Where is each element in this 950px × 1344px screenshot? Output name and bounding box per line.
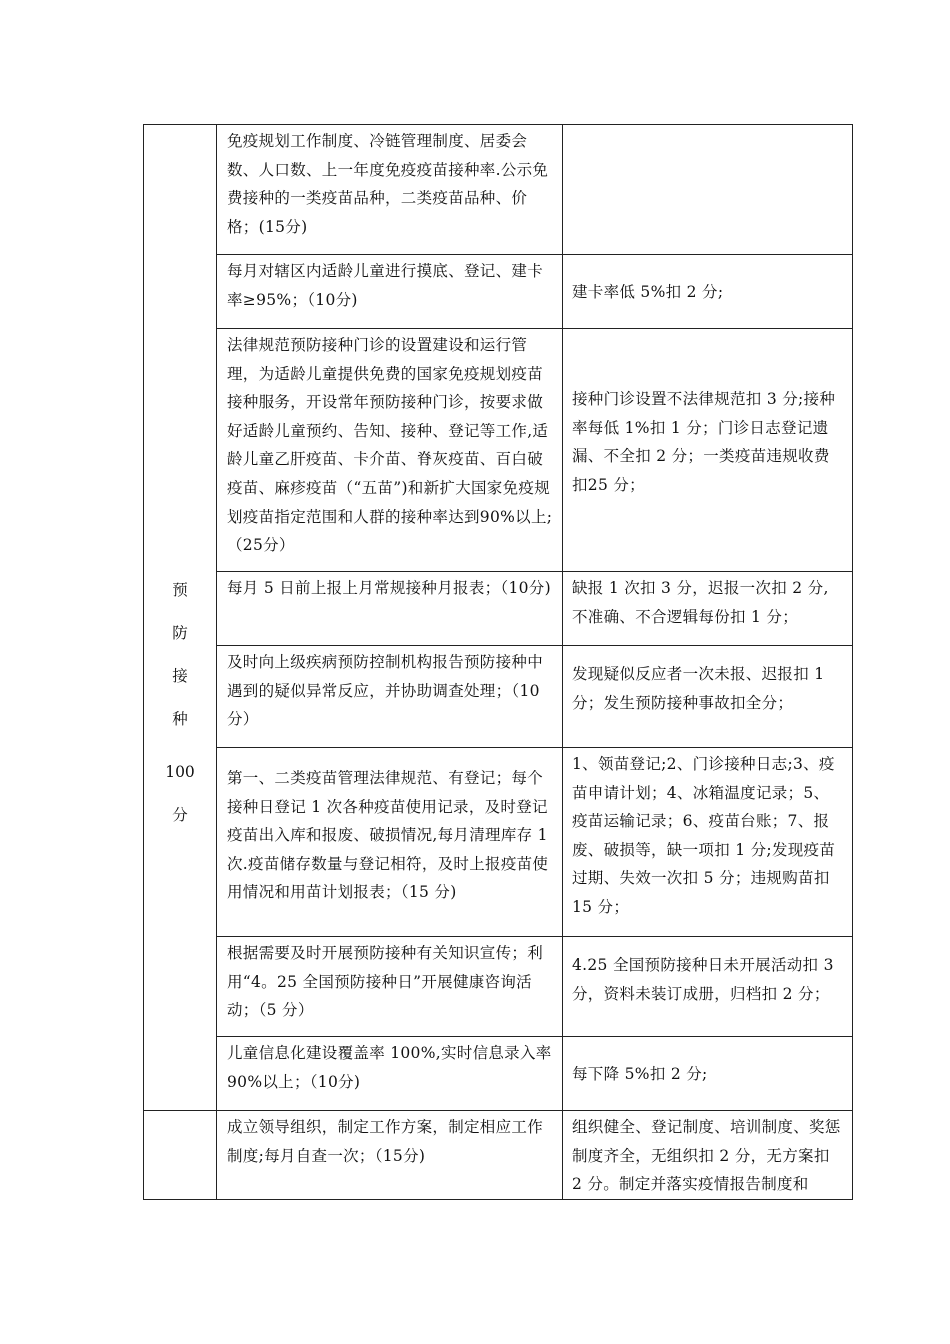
requirement-text: 儿童信息化建设覆盖率 100%,实时信息录入率 90%以上；（10分) (227, 1044, 552, 1091)
deduction-text (563, 125, 852, 127)
category-cell (144, 1111, 217, 1200)
category-score-unit: 分 (172, 805, 188, 824)
requirement-text: 法律规范预防接种门诊的设置建设和运行管理，为适龄儿童提供免费的国家免疫规划疫苗接种服务，开设常年预防接种门诊，按要求做好适龄儿童预约、告知、接种、登记等工作,适龄儿童乙肝疫苗、卡介苗、脊灰疫苗、百白破疫苗、麻疹疫苗（“五苗”)和新扩大国家免疫规划疫苗指定范围和人群的接种率达到90%以上;（25分） (227, 336, 553, 555)
requirement-text: 每月对辖区内适龄儿童进行摸底、登记、建卡率≥95%；（10分) (227, 262, 544, 309)
requirement-text: 第一、二类疫苗管理法律规范、有登记；每个接种日登记 1 次各种疫苗使用记录，及时登记疫苗出入库和报废、破损情况,每月清理库存 1 次.疫苗储存数量与登记相符，及时上报疫苗使用情况和用苗计划报表；（15 分) (227, 769, 549, 902)
category-cell (144, 125, 217, 1111)
deduction-text: 建卡率低 5%扣 2 分; (572, 283, 724, 302)
table-row (144, 748, 853, 937)
category-char: 防 (172, 623, 188, 642)
deduction-text: 发现疑似反应者一次未报、迟报扣 1 分；发生预防接种事故扣全分； (572, 665, 825, 712)
table-row (144, 572, 853, 646)
requirement-text: 成立领导组织，制定工作方案，制定相应工作制度;每月自查一次；（15分) (227, 1118, 544, 1165)
category-score-value: 100 (165, 762, 195, 781)
category-char: 预 (172, 580, 188, 599)
deduction-text: 每下降 5%扣 2 分; (572, 1065, 708, 1084)
table-row (144, 1037, 853, 1111)
deduction-text: 1、领苗登记;2、门诊接种日志;3、疫苗申请计划；4、冰箱温度记录；5、疫苗运输记录；6、疫苗台账；7、报废、破损等，缺一项扣 1 分;发现疫苗过期、失效一次扣 5 分；违规购苗扣 15 分； (572, 755, 836, 916)
deduction-text: 4.25 全国预防接种日未开展活动扣 3 分，资料未装订成册，归档扣 2 分； (572, 956, 834, 1003)
requirement-text: 每月 5 日前上报上月常规接种月报表；（10分) (227, 579, 551, 597)
category-char: 接 (172, 666, 188, 685)
requirement-text: 免疫规划工作制度、冷链管理制度、居委会数、人口数、上一年度免疫疫苗接种率.公示免费接种的一类疫苗品种，二类疫苗品种、价格；(15分) (227, 132, 549, 236)
requirement-text: 及时向上级疾病预防控制机构报告预防接种中遇到的疑似异常反应，并协助调查处理；（10分） (227, 653, 544, 729)
table-row (144, 1111, 853, 1200)
deduction-text: 缺报 1 次扣 3 分，迟报一次扣 2 分,不准确、不合逻辑每份扣 1 分； (572, 579, 829, 626)
deduction-text: 接种门诊设置不法律规范扣 3 分;接种率每低 1%扣 1 分；门诊日志登记遗漏、不全扣 2 分；一类疫苗违规收费扣25 分； (572, 390, 836, 494)
table-row (144, 646, 853, 748)
table-row (144, 937, 853, 1037)
table-row (144, 329, 853, 572)
category-text (144, 1111, 216, 1113)
table-row (144, 125, 853, 255)
table-row (144, 255, 853, 329)
category-char: 种 (172, 709, 188, 728)
requirement-text: 根据需要及时开展预防接种有关知识宣传；利用“4。25 全国预防接种日”开展健康咨询活动；（5 分） (227, 944, 544, 1020)
deduction-text: 组织健全、登记制度、培训制度、奖惩制度齐全，无组织扣 2 分，无方案扣 2 分。制定并落实疫情报告制度和 (572, 1118, 841, 1194)
assessment-table (143, 124, 853, 1200)
